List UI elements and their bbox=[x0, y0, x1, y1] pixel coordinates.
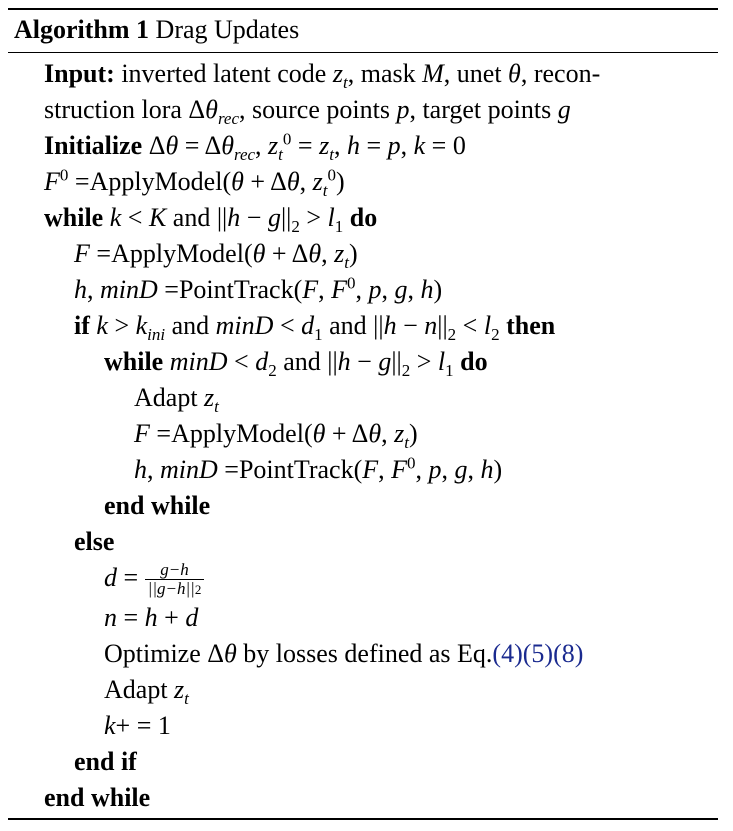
line-optimize: Optimize Δθ by losses defined as Eq.(4)(5)(8) bbox=[104, 639, 584, 668]
text-latent: inverted latent code bbox=[121, 59, 327, 88]
text-optimize: Optimize bbox=[104, 639, 201, 668]
text-target: target points bbox=[422, 95, 552, 124]
kw-end-while-1: end while bbox=[104, 491, 211, 520]
text-track-1: PointTrack bbox=[178, 275, 294, 304]
line-adapt-1: Adapt $z_t$ bbox=[134, 383, 219, 417]
kw-while-2: while bbox=[104, 347, 164, 376]
line-input-2: struction lora $\Delta\theta_{rec}$, source points p, target points g bbox=[44, 95, 571, 129]
kw-while-1: while bbox=[44, 203, 104, 232]
kw-end-while-2: end while bbox=[44, 783, 151, 812]
text-optimize-rest: by losses defined as Eq. bbox=[243, 639, 493, 668]
top-rule bbox=[8, 8, 718, 10]
kw-then: then bbox=[506, 311, 556, 340]
text-and-4: and bbox=[283, 347, 321, 376]
kw-do-1: do bbox=[349, 203, 378, 232]
eq-ref-8[interactable]: (8) bbox=[553, 639, 584, 668]
line-else bbox=[44, 524, 714, 560]
line-if: if $k > k_{ini}$ and $\min D < d_1$ and $||h - n||_2 < l_2$ then bbox=[74, 311, 556, 345]
line-pointtrack-2: h, minD =PointTrack(F, $F^0$, p, g, h) bbox=[134, 453, 503, 484]
line-k-increment: k+ = 1 bbox=[104, 711, 171, 740]
text-and-3: and bbox=[329, 311, 367, 340]
text-apply-2: ApplyModel bbox=[111, 239, 244, 268]
kw-else: else bbox=[74, 527, 115, 556]
algorithm-body bbox=[44, 56, 714, 816]
line-n: n = h + d bbox=[104, 603, 199, 632]
text-and-1: and bbox=[172, 203, 211, 232]
line-adapt-2: Adapt $z_t$ bbox=[104, 675, 189, 709]
kw-end-if: end if bbox=[74, 747, 137, 776]
kw-input: Input: bbox=[44, 59, 115, 88]
line-apply-f0: $F^0$ =ApplyModel(θ + Δθ, $z_t^0$) bbox=[44, 165, 345, 201]
text-apply-1: ApplyModel bbox=[89, 167, 223, 196]
eq-ref-4[interactable]: (4) bbox=[492, 639, 523, 668]
line-input-1: Input: inverted latent code $z_t$, mask M, unet θ, recon- bbox=[44, 59, 601, 93]
text-apply-3: ApplyModel bbox=[171, 419, 304, 448]
text-recon: recon- bbox=[533, 59, 601, 88]
line-initialize: Initialize $\Delta\theta = \Delta\theta_{rec}$, $z_t^0 = z_t$, h = p, k = 0 bbox=[44, 129, 466, 165]
fraction: $\frac{g-h}{||g-h||2}$ bbox=[145, 561, 205, 599]
line-apply-f: F =ApplyModel(θ + Δθ, $z_t$) bbox=[74, 239, 358, 273]
text-source: source points bbox=[252, 95, 390, 124]
text-mask: mask bbox=[360, 59, 416, 88]
line-pointtrack-1: h, minD =PointTrack(F, $F^0$, p, g, h) bbox=[74, 273, 443, 304]
line-apply-inner: F =ApplyModel(θ + Δθ, $z_t$) bbox=[134, 419, 418, 453]
text-unet: unet bbox=[456, 59, 502, 88]
algorithm-title: Drag Updates bbox=[155, 15, 300, 44]
kw-initialize: Initialize bbox=[44, 131, 143, 160]
text-and-2: and bbox=[171, 311, 210, 340]
eq-ref-5[interactable]: (5) bbox=[522, 639, 554, 668]
line-end-while-inner bbox=[44, 488, 714, 524]
line-while-inner: while $\min D < d_2$ and $||h - g||_2 > l_1$ do bbox=[104, 347, 488, 381]
kw-if: if bbox=[74, 311, 90, 340]
text-lora: struction lora bbox=[44, 95, 182, 124]
line-end-if bbox=[44, 744, 714, 780]
text-adapt-1: Adapt bbox=[134, 383, 198, 412]
line-while-outer: while k < K and $||h - g||_2 > l_1$ do bbox=[44, 203, 378, 237]
algorithm-label: Algorithm 1 bbox=[14, 15, 150, 44]
kw-do-2: do bbox=[460, 347, 488, 376]
text-track-2: PointTrack bbox=[238, 455, 354, 484]
line-d-fraction: d = $\frac{g-h}{||g-h||2}$ bbox=[44, 560, 714, 600]
bottom-rule bbox=[8, 818, 718, 820]
line-end-while-outer bbox=[44, 780, 714, 816]
algorithm-header bbox=[14, 12, 299, 48]
text-adapt-2: Adapt bbox=[104, 675, 168, 704]
header-rule bbox=[8, 52, 718, 53]
